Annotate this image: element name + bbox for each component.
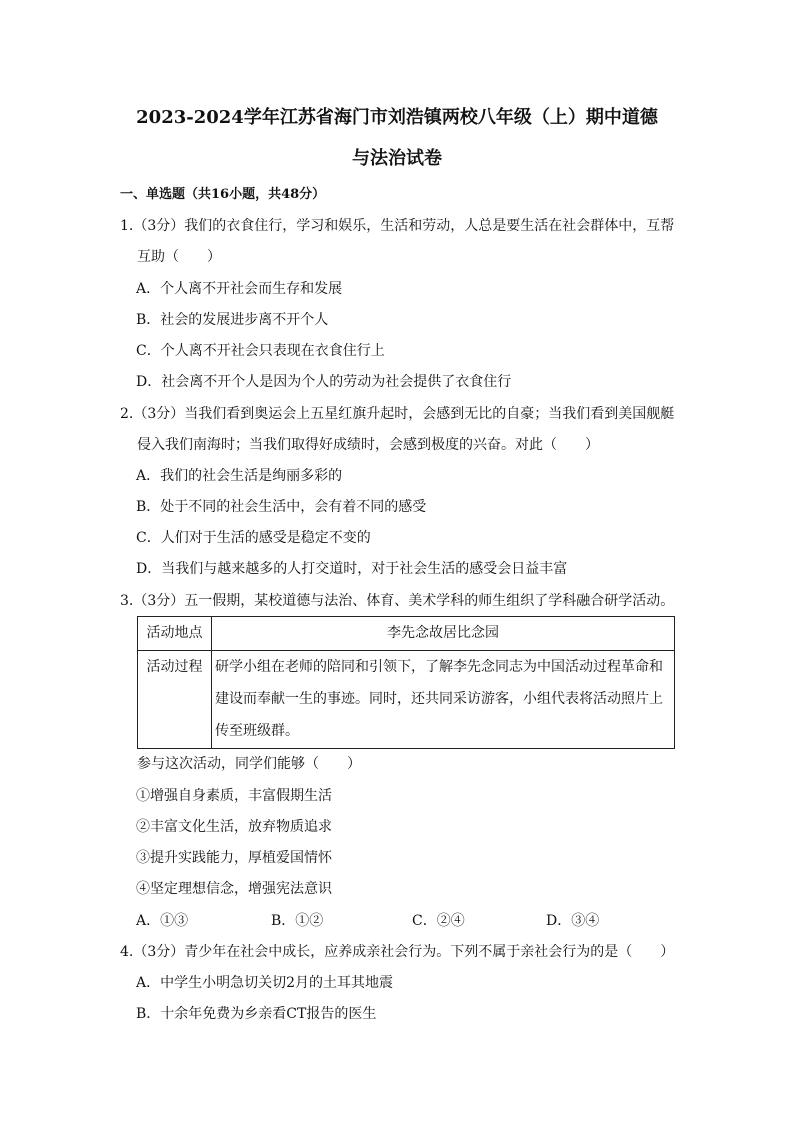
question-3-choice-b: B．①② [271, 913, 324, 929]
question-1-stem-line-1: 1.（3分）我们的衣食住行，学习和娱乐，生活和劳动，人总是要生活在社会群体中，互帮 [120, 218, 675, 234]
question-3-prompt: 参与这次活动，同学们能够（ ） [137, 756, 361, 772]
question-2-option-b: B．处于不同的社会生活中，会有着不同的感受 [136, 499, 427, 515]
question-3-statement-4: ④坚定理想信念，增强宪法意识 [136, 881, 332, 897]
question-3-statement-1: ①增强自身素质，丰富假期生活 [136, 788, 332, 804]
question-3-choice-c: C．②④ [412, 913, 465, 929]
question-1-option-a: A．个人离不开社会而生存和发展 [136, 281, 343, 297]
table-row [138, 617, 675, 651]
question-1-option-c: C．个人离不开社会只表现在衣食住行上 [136, 343, 385, 359]
exam-title-line-2: 与法治试卷 [352, 148, 442, 169]
question-2-option-d: D．当我们与越来越多的人打交道时，对于社会生活的感受会日益丰富 [136, 561, 568, 577]
question-3-statement-3: ③提升实践能力，厚植爱国情怀 [136, 850, 332, 866]
activity-table [137, 616, 675, 749]
activity-location-value: 李先念故居比念园 [212, 617, 675, 651]
question-1-option-b: B．社会的发展进步离不开个人 [136, 312, 329, 328]
section-heading: 一、单选题（共16小题，共48分） [120, 187, 326, 202]
question-3-choice-d: D．③④ [546, 913, 600, 929]
question-1-option-d: D．社会离不开个人是因为个人的劳动为社会提供了衣食住行 [136, 374, 512, 390]
activity-process-value [212, 651, 675, 749]
activity-process-line-2: 建设而奉献一生的事迹。同时，还共同采访游客，小组代表将活动照片上 [215, 691, 663, 707]
question-4-option-a: A．中学生小明急切关切2月的土耳其地震 [136, 975, 394, 991]
activity-process-line-3: 传至班级群。 [215, 723, 299, 739]
question-2-option-c: C．人们对于生活的感受是稳定不变的 [136, 530, 371, 546]
question-3-choice-a: A．①③ [136, 913, 189, 929]
exam-title-line-1: 2023-2024学年江苏省海门市刘浩镇两校八年级（上）期中道德 [136, 107, 658, 128]
activity-location-label: 活动地点 [138, 617, 212, 651]
question-1-stem-line-2: 互助（ ） [137, 249, 221, 265]
table-row [138, 651, 675, 749]
activity-process-label: 活动过程 [138, 651, 212, 749]
activity-process-line-1: 研学小组在老师的陪同和引领下，了解李先念同志为中国活动过程革命和 [215, 659, 663, 675]
question-4-stem: 4.（3分）青少年在社会中成长，应养成亲社会行为。下列不属于亲社会行为的是（ ） [120, 944, 675, 960]
question-2-option-a: A．我们的社会生活是绚丽多彩的 [136, 468, 343, 484]
question-3-choices [0, 911, 794, 933]
question-3-statement-2: ②丰富文化生活，放弃物质追求 [136, 819, 332, 835]
question-3-stem: 3.（3分）五一假期，某校道德与法治、体育、美术学科的师生组织了学科融合研学活动。 [120, 593, 675, 609]
question-2-stem-line-2: 侵入我们南海时；当我们取得好成绩时，会感到极度的兴奋。对此（ ） [137, 437, 599, 453]
question-2-stem-line-1: 2.（3分）当我们看到奥运会上五星红旗升起时，会感到无比的自豪；当我们看到美国舰艇 [120, 406, 675, 422]
question-4-option-b: B．十余年免费为乡亲看CT报告的医生 [136, 1006, 377, 1022]
